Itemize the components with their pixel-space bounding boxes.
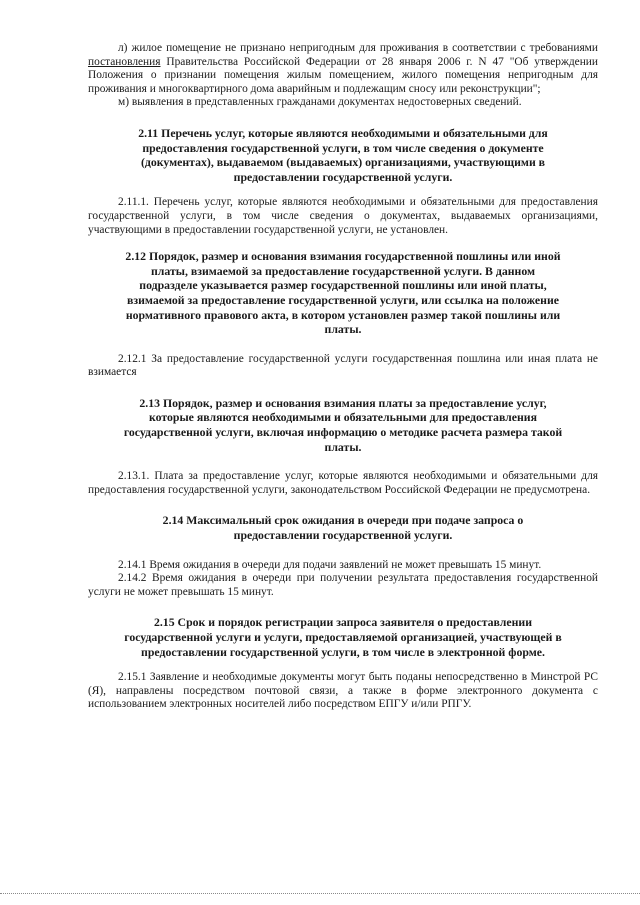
paragraph-2-14-1: 2.14.1 Время ожидания в очереди для подачи заявлений не может превышать 15 минут. bbox=[118, 558, 542, 571]
section-2-12-heading: 2.12 Порядок, размер и основания взимания государственной пошлины или иной платы, взимаемой за предоставление государственной услуги. В данном подразделе указывается размер государственной пошлины или иной платы, взимаемой за предоставление государственной услуги, или ссылка на положение нормативного правового акта, в котором установлен размер такой пошлины или платы. bbox=[125, 249, 561, 337]
section-2-11-heading: 2.11 Перечень услуг, которые являются необходимыми и обязательными для предоставления государственной услуги, в том числе сведения о документе (документах), выдаваемом (выдаваемых) организациями, участвующими в предоставлении государственной услуги. bbox=[138, 125, 548, 184]
section-2-14-heading: 2.14 Максимальный срок ожидания в очереди при подаче запроса о предоставлении государственной услуги. bbox=[162, 513, 524, 543]
list-item-l-text-1: л) жилое помещение не признано непригодным для проживания в соответствии с требованиями bbox=[118, 42, 598, 54]
list-item-m: м) выявления в представленных гражданами документах недостоверных сведений. bbox=[118, 96, 522, 109]
paragraph-2-11-1: 2.11.1. Перечень услуг, которые являются необходимыми и обязательными для предоставления государственной услуги, в том числе сведения о документах, выдаваемых организациями, участвующими в предоставлении государственной услуги, не установлен. bbox=[88, 196, 598, 236]
resolution-link[interactable]: постановления bbox=[88, 55, 161, 68]
section-2-15-heading: 2.15 Срок и порядок регистрации запроса заявителя о предоставлении государственной услуги и услуги, предоставляемой организацией, участвующей в предоставлении государственной услуги, в том числе в электронной форме. bbox=[124, 615, 562, 659]
list-item-l bbox=[88, 42, 598, 96]
document-body bbox=[88, 42, 598, 712]
section-2-13-heading: 2.13 Порядок, размер и основания взимания платы за предоставление услуг, которые являются необходимыми и обязательными для предоставления государственной услуги, включая информацию о методике расчета размера такой платы. bbox=[123, 395, 563, 454]
paragraph-2-12-1: 2.12.1 За предоставление государственной услуги государственная пошлина или иная плата не взимается bbox=[88, 352, 598, 379]
page-bottom-rule bbox=[0, 893, 640, 894]
paragraph-2-14-2: 2.14.2 Время ожидания в очереди при получении результата предоставления государственной услуги не может превышать 15 минут. bbox=[88, 572, 598, 598]
paragraph-2-15-1: 2.15.1 Заявление и необходимые документы могут быть поданы непосредственно в Минстрой РС (Я), направлены посредством почтовой связи, а также в форме электронного документа с использованием электронных носителей либо посредством ЕПГУ и/или РПГУ. bbox=[88, 671, 598, 711]
list-item-l-text-2: Правительства Российской Федерации от 28 января 2006 г. N 47 "Об утверждении Положения о признании помещения жилым помещением, жилого помещения непригодным для проживания и многоквартирного дома аварийным и подлежащим сносу или реконструкции"; bbox=[88, 55, 598, 95]
paragraph-2-13-1: 2.13.1. Плата за предоставление услуг, которые являются необходимыми и обязательными для предоставления государственной услуги, законодательством Российской Федерации не предусмотрена. bbox=[88, 470, 598, 496]
